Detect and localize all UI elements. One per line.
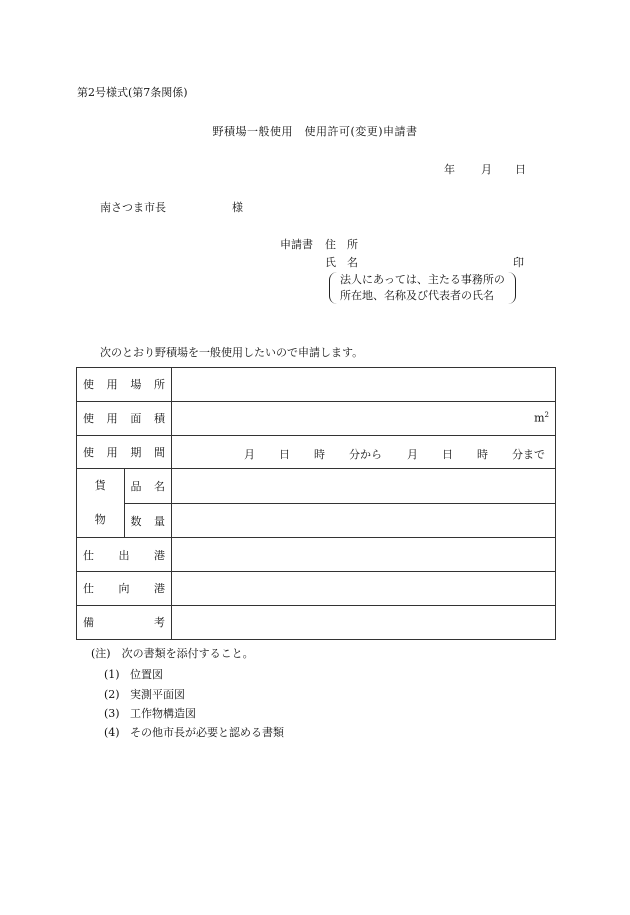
area-field[interactable] <box>172 401 556 435</box>
period-end-month: 月 <box>407 447 418 461</box>
note-item <box>104 705 196 721</box>
label-char: 港 <box>154 582 165 596</box>
period-start-day: 日 <box>279 447 290 461</box>
row-remarks <box>77 605 556 639</box>
address-label: 住 所 <box>325 238 358 251</box>
label-char: 使 <box>83 412 94 426</box>
goods-quantity-label <box>124 503 172 538</box>
applicant-label: 申請書 <box>280 238 313 251</box>
label-char: 場 <box>130 378 142 392</box>
goods-label-top: 貨 <box>94 479 106 493</box>
goods-label <box>77 469 125 538</box>
addressee-name: 南さつま市長 <box>100 201 166 214</box>
note-number: (3) <box>104 707 120 720</box>
period-label <box>77 435 172 469</box>
label-char: 間 <box>153 445 165 459</box>
period-start-month: 月 <box>244 447 255 461</box>
note-item <box>104 686 185 702</box>
label-char: 所 <box>153 378 165 392</box>
document-title: 野積場一般使用 使用許可(変更)申請書 <box>212 125 418 138</box>
period-end-hour: 時 <box>477 447 488 461</box>
row-period <box>77 435 556 469</box>
date-year-label: 年 <box>444 163 455 176</box>
period-field[interactable] <box>172 435 556 469</box>
label-char: 使 <box>83 378 94 392</box>
notes-title: (注) 次の書類を添付すること。 <box>91 647 254 660</box>
note-number: (4) <box>104 726 120 739</box>
label-char: 用 <box>106 378 118 392</box>
row-goods-item <box>77 469 556 504</box>
label-char: 考 <box>154 616 165 630</box>
date-day-label: 日 <box>515 163 526 176</box>
corporation-note-line-1: 法人にあっては、主たる事務所の <box>340 273 505 286</box>
location-label <box>77 368 172 402</box>
label-char: 使 <box>83 445 94 459</box>
location-field[interactable] <box>172 368 556 402</box>
note-text: 実測平面図 <box>130 688 185 701</box>
period-end-day: 日 <box>442 447 453 461</box>
label-char: 積 <box>153 412 165 426</box>
remarks-label <box>77 605 172 639</box>
area-label <box>77 401 172 435</box>
area-unit-superscript: 2 <box>544 411 549 420</box>
label-char: 出 <box>118 548 130 562</box>
row-destination-port <box>77 572 556 606</box>
period-end-minute: 分まで <box>512 447 545 461</box>
destination-port-label <box>77 572 172 606</box>
note-item <box>104 666 163 682</box>
name-label: 氏 名 <box>325 256 358 269</box>
label-char: 備 <box>83 616 94 630</box>
goods-item-label <box>124 469 172 504</box>
goods-item-field[interactable] <box>172 469 556 504</box>
label-char: 期 <box>130 445 142 459</box>
label-char: 仕 <box>83 548 94 562</box>
note-number: (1) <box>104 668 120 681</box>
row-departure-port <box>77 538 556 572</box>
label-char: 面 <box>130 412 142 426</box>
corporation-note <box>329 272 516 304</box>
addressee-honorific: 様 <box>232 201 243 214</box>
departure-port-label <box>77 538 172 572</box>
row-location <box>77 368 556 402</box>
application-table <box>76 367 556 640</box>
goods-label-bottom: 物 <box>94 513 106 527</box>
date-month-label: 月 <box>481 163 492 176</box>
area-unit: m <box>534 411 545 425</box>
row-area <box>77 401 556 435</box>
label-char: 用 <box>106 445 118 459</box>
goods-quantity-field[interactable] <box>172 503 556 538</box>
note-item <box>104 724 284 740</box>
seal-mark: 印 <box>513 256 524 269</box>
label-char: 用 <box>106 412 118 426</box>
note-number: (2) <box>104 688 120 701</box>
destination-port-field[interactable] <box>172 572 556 606</box>
label-char: 数 <box>130 514 142 528</box>
label-char: 品 <box>130 480 142 493</box>
departure-port-field[interactable] <box>172 538 556 572</box>
corporation-note-line-2: 所在地、名称及び代表者の氏名 <box>340 289 494 302</box>
label-char: 仕 <box>83 582 94 596</box>
label-char: 向 <box>118 582 130 596</box>
period-start-minute: 分から <box>349 447 382 461</box>
label-char: 量 <box>154 514 165 528</box>
row-goods-quantity <box>77 503 556 538</box>
intro-text: 次のとおり野積場を一般使用したいので申請します。 <box>100 346 364 359</box>
note-text: その他市長が必要と認める書類 <box>130 726 284 739</box>
form-number-label: 第2号様式(第7条関係) <box>77 86 188 99</box>
note-text: 位置図 <box>130 668 163 681</box>
period-start-hour: 時 <box>314 447 325 461</box>
note-text: 工作物構造図 <box>130 707 196 720</box>
label-char: 港 <box>154 548 165 562</box>
label-char: 名 <box>154 480 165 493</box>
remarks-field[interactable] <box>172 605 556 639</box>
